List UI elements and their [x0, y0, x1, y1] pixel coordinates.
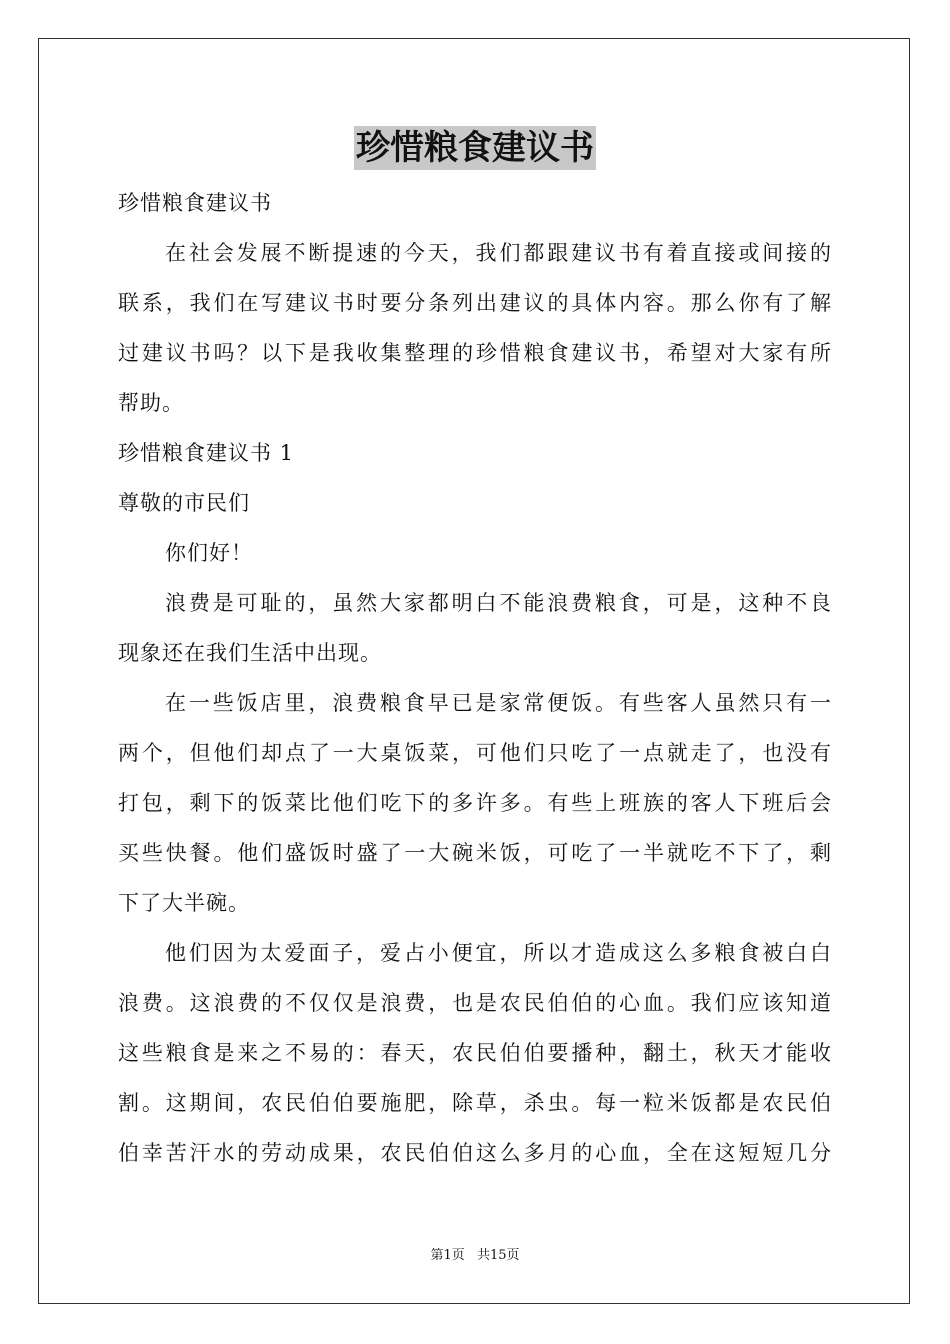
document-body	[118, 178, 832, 1178]
text-line: 你们好！	[165, 541, 253, 565]
text-line: 现象还在我们生活中出现。	[118, 641, 382, 665]
text-line: 伯幸苦汗水的劳动成果，农民伯伯这么多月的心血，全在这短短几分	[118, 1141, 832, 1165]
text-line: 联系，我们在写建议书时要分条列出建议的具体内容。那么你有了解	[118, 291, 832, 315]
text-line: 他们因为太爱面子，爱占小便宜，所以才造成这么多粮食被白白	[165, 941, 832, 965]
text-line: 在社会发展不断提速的今天，我们都跟建议书有着直接或间接的	[165, 241, 832, 265]
text-line: 浪费。这浪费的不仅仅是浪费，也是农民伯伯的心血。我们应该知道	[118, 991, 832, 1015]
text-line: 在一些饭店里，浪费粮食早已是家常便饭。有些客人虽然只有一	[165, 691, 832, 715]
text-line: 两个，但他们却点了一大桌饭菜，可他们只吃了一点就走了，也没有	[118, 741, 832, 765]
text-line: 浪费是可耻的，虽然大家都明白不能浪费粮食，可是，这种不良	[165, 591, 832, 615]
text-line: 下了大半碗。	[118, 891, 250, 915]
text-line: 买些快餐。他们盛饭时盛了一大碗米饭，可吃了一半就吃不下了，剩	[118, 841, 832, 865]
page-footer	[0, 1244, 950, 1263]
text-line: 珍惜粮食建议书	[118, 191, 272, 215]
text-line: 珍惜粮食建议书 1	[118, 441, 295, 465]
document-title: 珍惜粮食建议书	[356, 128, 594, 168]
text-line: 割。这期间，农民伯伯要施肥，除草，杀虫。每一粒米饭都是农民伯	[118, 1091, 832, 1115]
text-line: 打包，剩下的饭菜比他们吃下的多许多。有些上班族的客人下班后会	[118, 791, 832, 815]
text-line: 帮助。	[118, 391, 184, 415]
title-container	[0, 126, 950, 170]
text-line: 尊敬的市民们	[118, 491, 250, 515]
page-number: 第1页	[430, 1248, 465, 1263]
text-line: 这些粮食是来之不易的：春天，农民伯伯要播种，翻土，秋天才能收	[118, 1041, 832, 1065]
page-total: 共15页	[476, 1248, 520, 1263]
text-line: 过建议书吗？以下是我收集整理的珍惜粮食建议书，希望对大家有所	[118, 341, 832, 365]
